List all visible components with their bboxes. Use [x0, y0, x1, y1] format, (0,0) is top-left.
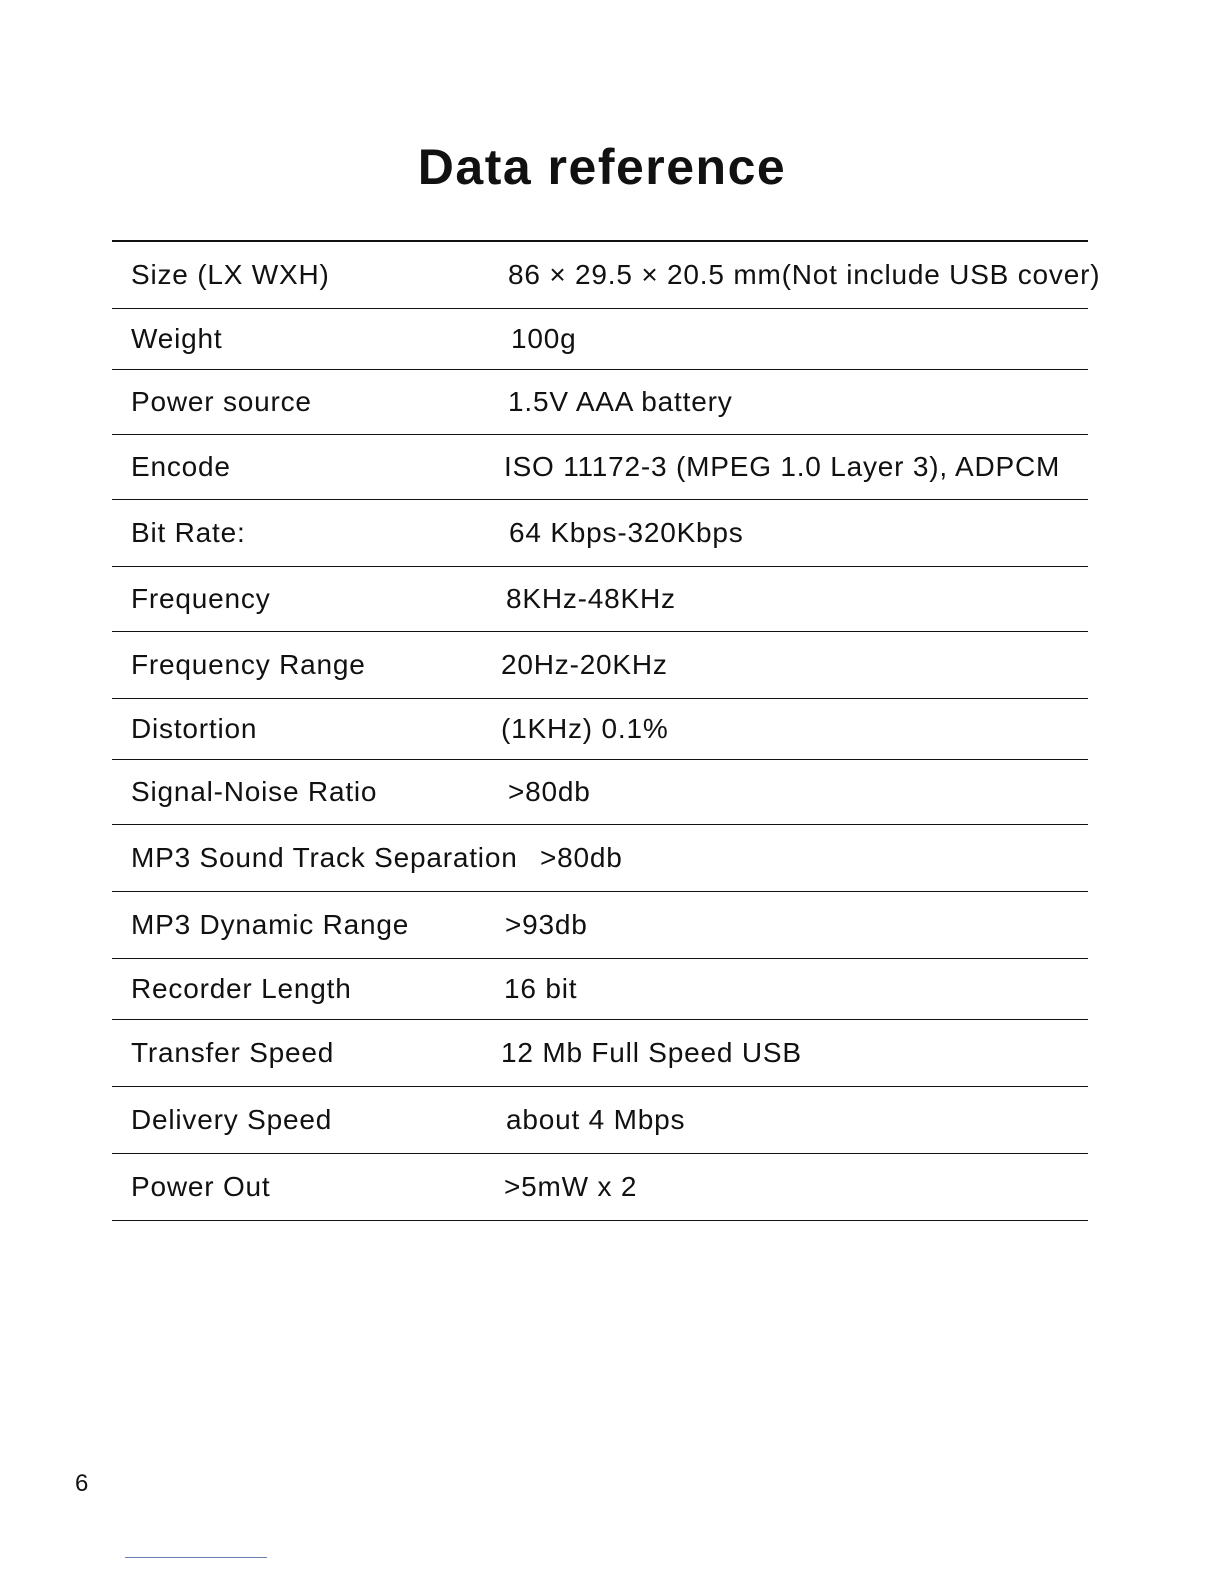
- spec-row-dynamic-range: [112, 892, 1088, 959]
- spec-value: 86 × 29.5 × 20.5 mm(Not include USB cover): [508, 259, 1101, 290]
- spec-value: 20Hz-20KHz: [501, 649, 668, 680]
- spec-row-weight: [112, 309, 1088, 370]
- spec-row-size: [112, 242, 1101, 309]
- spec-row-power-out: [112, 1154, 1088, 1221]
- spec-row-power-source: [112, 370, 1088, 435]
- spec-table: [112, 240, 1101, 1221]
- spec-row-transfer-speed: [112, 1020, 1088, 1087]
- spec-value: >80db: [508, 776, 591, 807]
- spec-value: 1.5V AAA battery: [508, 386, 733, 417]
- spec-value: 12 Mb Full Speed USB: [501, 1037, 802, 1068]
- spec-value: 8KHz-48KHz: [506, 583, 676, 614]
- spec-value: >5mW x 2: [504, 1171, 638, 1202]
- spec-value: 16 bit: [504, 973, 578, 1004]
- footer-divider: [125, 1557, 267, 1558]
- spec-label: Weight: [131, 323, 223, 354]
- spec-label: MP3 Sound Track Separation: [131, 842, 518, 873]
- spec-row-recorder-length: [112, 959, 1088, 1020]
- spec-label: Signal-Noise Ratio: [131, 776, 378, 807]
- spec-value: 100g: [511, 323, 577, 354]
- spec-value: about 4 Mbps: [506, 1104, 686, 1135]
- spec-row-sound-track-separation: [112, 825, 1088, 892]
- spec-label: Encode: [131, 451, 231, 482]
- spec-label: Power Out: [131, 1171, 271, 1202]
- spec-value: (1KHz) 0.1%: [501, 713, 669, 744]
- spec-row-delivery-speed: [112, 1087, 1088, 1154]
- spec-value: 64 Kbps-320Kbps: [509, 517, 744, 548]
- spec-label: Frequency: [131, 583, 271, 614]
- page-title: Data reference: [417, 139, 787, 195]
- spec-value: >93db: [505, 909, 588, 940]
- spec-row-encode: [112, 435, 1088, 500]
- spec-label: Distortion: [131, 713, 258, 744]
- spec-label: Power source: [131, 386, 312, 417]
- spec-row-frequency: [112, 567, 1088, 632]
- spec-label: Delivery Speed: [131, 1104, 333, 1135]
- spec-label: Bit Rate:: [131, 517, 246, 548]
- spec-row-signal-noise: [112, 760, 1088, 825]
- spec-row-distortion: [112, 699, 1088, 760]
- page-number: 6: [75, 1470, 89, 1497]
- spec-value: ISO 11172-3 (MPEG 1.0 Layer 3), ADPCM: [504, 451, 1061, 482]
- spec-label: Size (LX WXH): [131, 259, 330, 290]
- spec-label: Frequency Range: [131, 649, 366, 680]
- spec-label: Transfer Speed: [131, 1037, 335, 1068]
- spec-label: MP3 Dynamic Range: [131, 909, 410, 940]
- spec-row-bit-rate: [112, 500, 1088, 567]
- spec-value: >80db: [540, 842, 623, 873]
- spec-row-frequency-range: [112, 632, 1088, 699]
- spec-label: Recorder Length: [131, 973, 352, 1004]
